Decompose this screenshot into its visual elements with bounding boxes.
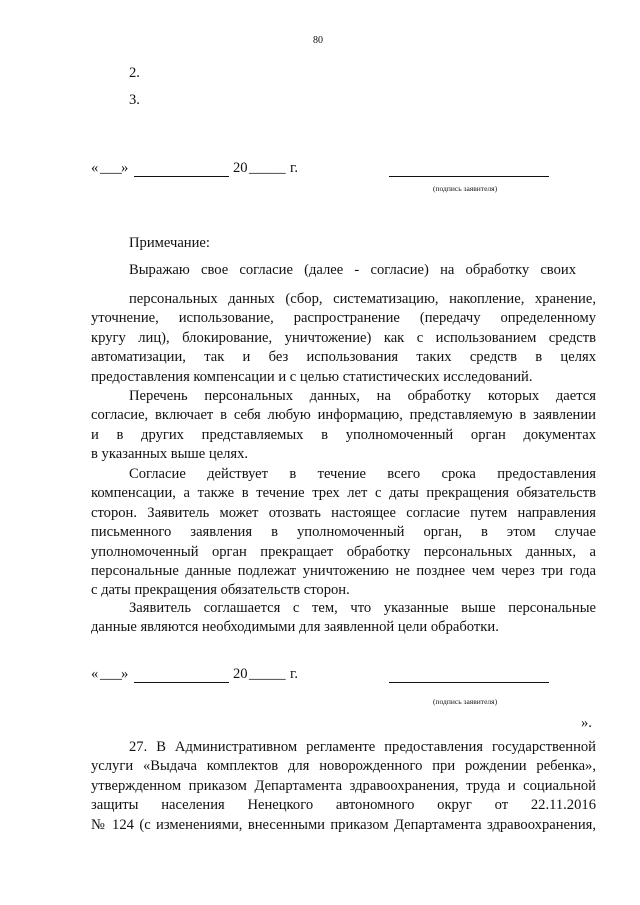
paragraph-line: с даты прекращения обязательств сторон. [91,582,350,599]
date-month-line [134,176,229,177]
paragraph-line: уполномоченный орган прекращает обработку персональных данных, а [91,543,596,560]
date-quote-close: » [121,160,129,176]
paragraph-line: кругу лиц), блокирование, уничтожение) как с использованием средств [91,329,596,346]
date-quote-open: « [91,160,99,176]
date-year-prefix: 20 [233,666,248,682]
paragraph-line: уточнение, использование, распространение (передачу определенному [91,310,596,327]
paragraph-line: защиты населения Ненецкого автономного округ от 22.11.2016 [91,797,596,814]
date-quote-open: « [91,666,99,682]
paragraph-line: компенсации, а также в течение трех лет с даты прекращения обязательств [91,485,596,502]
date-year-suffix: г. [290,666,298,682]
list-item-3: 3. [129,92,140,108]
paragraph-line: утвержденном приказом Департамента здравоохранения, труда и социальной [91,777,596,794]
paragraph-27 [91,738,596,835]
page-number: 80 [313,35,323,46]
date-year-suffix: г. [290,160,298,176]
note-heading: Примечание: [129,235,210,251]
paragraph-line: в указанных выше целях. [91,446,249,463]
paragraph-line: Согласие действует в течение всего срока предоставления [129,466,596,482]
paragraph-line: Перечень персональных данных, на обработку которых дается [129,388,596,404]
signature-line [389,682,549,683]
paragraph-line: сторон. Заявитель может отозвать настоящее согласие путем направления [91,504,596,521]
paragraph-line: данные являются необходимыми для заявленной цели обработки. [91,619,499,636]
paragraph-line: 27. В Административном регламенте предоставления государственной [129,739,596,755]
paragraph-line: и в других представляемых в уполномоченный орган документах [91,426,596,443]
date-year-blank: _____ [249,666,286,682]
closing-quote: ». [581,715,592,731]
date-year-prefix: 20 [233,160,248,176]
date-year-blank: _____ [249,160,286,176]
paragraph-data-list [91,387,596,465]
signature-line [389,176,549,177]
date-day-blank: ___ [100,666,122,682]
signature-caption: (подпись заявителя) [433,697,498,706]
signature-caption: (подпись заявителя) [433,184,498,193]
paragraph-line: персональные данные подлежат уничтожению не позднее чем через три года [91,562,596,579]
consent-intro [129,262,576,279]
date-day-blank: ___ [100,160,122,176]
paragraph-line: персональных данных (сбор, систематизацию, накопление, хранение, [129,291,596,307]
consent-intro-text: Выражаю свое согласие (далее - согласие) на обработку своих [129,262,576,278]
paragraph-line: письменного заявления в уполномоченный орган, в этом случае [91,524,596,541]
paragraph-line: согласие, включает в себя любую информацию, представляемую в заявлении [91,407,596,424]
paragraph-line: автоматизации, так и без использования таких средств в целях [91,349,596,366]
paragraph-line: Заявитель соглашается с тем, что указанные выше персональные [129,600,596,616]
date-month-line [134,682,229,683]
paragraph-processing [91,290,596,387]
paragraph-line: услуги «Выдача комплектов для новорожденного при рождении ребенка», [91,758,596,775]
paragraph-line: № 124 (с изменениями, внесенными приказом Департамента здравоохранения, [91,816,596,833]
paragraph-agreement [91,599,596,638]
paragraph-validity [91,465,596,601]
paragraph-line: предоставления компенсации и с целью статистических исследований. [91,368,533,385]
date-quote-close: » [121,666,129,682]
list-item-2: 2. [129,65,140,81]
